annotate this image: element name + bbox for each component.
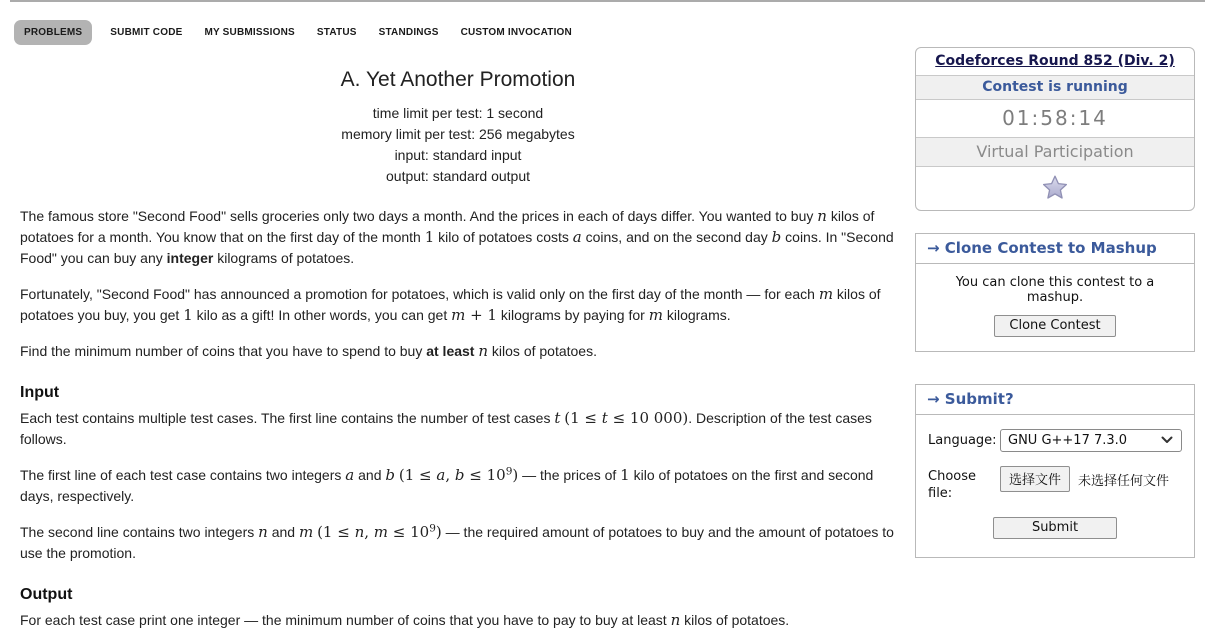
memory-limit: memory limit per test: 256 megabytes — [341, 126, 575, 142]
tab-standings[interactable]: STANDINGS — [378, 27, 439, 38]
input-section-title: Input — [20, 384, 60, 401]
virtual-participation-label: Virtual Participation — [916, 137, 1194, 166]
contest-timer: 01:58:14 — [916, 99, 1194, 137]
top-divider — [10, 0, 1205, 2]
language-label: Language: — [928, 433, 997, 448]
choose-file-label: Choose file: — [928, 469, 976, 501]
input-paragraph: The first line of each test case contains two integers a and b (1 ≤ a, $b \le 10^9$) — the prices of 1 kilo of potatoes on the first and second days, respectively. — [20, 465, 874, 504]
clone-contest-button[interactable]: Clone Contest — [994, 315, 1115, 337]
input-paragraph: The second line contains two integers n and m (1 ≤ n, $m \le 10^9$) — the required amount of potatoes to buy and the amount of potatoes to use the promotion. — [20, 522, 894, 561]
submit-row — [928, 517, 1182, 539]
output-section-title: Output — [20, 586, 73, 603]
submit-box — [915, 384, 1195, 558]
favorite-star-icon[interactable] — [1041, 190, 1069, 205]
submit-box-body — [916, 415, 1194, 557]
contest-tabs — [14, 20, 576, 45]
language-row — [928, 429, 1182, 452]
problem-limits — [20, 103, 896, 187]
statement-paragraph: Find the minimum number of coins that you have to spend to buy at least n kilos of potatoes. — [20, 342, 597, 360]
tab-problems[interactable]: PROBLEMS — [14, 20, 92, 45]
contest-status-box — [915, 47, 1195, 211]
language-selected-value: GNU G++17 7.3.0 — [1008, 433, 1128, 448]
tab-my-submissions[interactable]: MY SUBMISSIONS — [204, 27, 295, 38]
contest-status-text: Contest is running — [916, 75, 1194, 99]
time-limit: time limit per test: 1 second — [372, 105, 544, 121]
tab-custom-invocation[interactable]: CUSTOM INVOCATION — [460, 27, 572, 38]
tab-status[interactable]: STATUS — [316, 27, 357, 38]
output-spec: output: standard output — [386, 168, 530, 184]
submit-box-header: → Submit? — [916, 385, 1194, 415]
input-paragraph: Each test contains multiple test cases. The first line contains the number of test cases t (1 ≤ t ≤ 10 000). Description of the test cases follows. — [20, 409, 872, 447]
problem-title: A. Yet Another Promotion — [340, 68, 576, 91]
choose-file-row — [928, 465, 1182, 502]
contest-title-row — [916, 48, 1194, 75]
input-spec: input: standard input — [394, 147, 522, 163]
clone-box-text: You can clone this contest to a mashup. — [955, 275, 1155, 305]
file-input — [1000, 465, 1169, 492]
language-select[interactable] — [1000, 429, 1182, 452]
submit-button[interactable]: Submit — [993, 517, 1117, 539]
clone-contest-box — [915, 233, 1195, 352]
statement-paragraph: Fortunately, "Second Food" has announced a promotion for potatoes, which is valid only on the first day of the month — for each m kilos of potatoes you buy, you get 1 kilo as a gift! In other words, you can get m + 1 kilograms by paying for m kilograms. — [20, 285, 881, 324]
choose-file-button[interactable]: 选择文件 — [1000, 466, 1070, 492]
problem-statement — [20, 60, 896, 631]
clone-box-header: → Clone Contest to Mashup — [916, 234, 1194, 264]
tab-submit-code[interactable]: SUBMIT CODE — [110, 27, 183, 38]
chevron-down-icon — [1161, 433, 1173, 448]
contest-title-link[interactable]: Codeforces Round 852 (Div. 2) — [935, 53, 1175, 69]
sidebar — [915, 47, 1195, 558]
statement-paragraph: The famous store "Second Food" sells groceries only two days a month. And the prices in each of days differ. You wanted to buy n kilos of potatoes for a month. You know that on the first day of the month 1 kilo of potatoes costs a coins, and on the second day b coins. In "Second Food" you can buy any integer kilograms of potatoes. — [20, 207, 894, 266]
file-status-text: 未选择任何文件 — [1078, 473, 1170, 489]
clone-box-body — [916, 264, 1194, 351]
favorite-star-row — [916, 166, 1194, 210]
output-paragraph: For each test case print one integer — the minimum number of coins that you have to pay to buy at least n kilos of potatoes. — [20, 611, 790, 629]
